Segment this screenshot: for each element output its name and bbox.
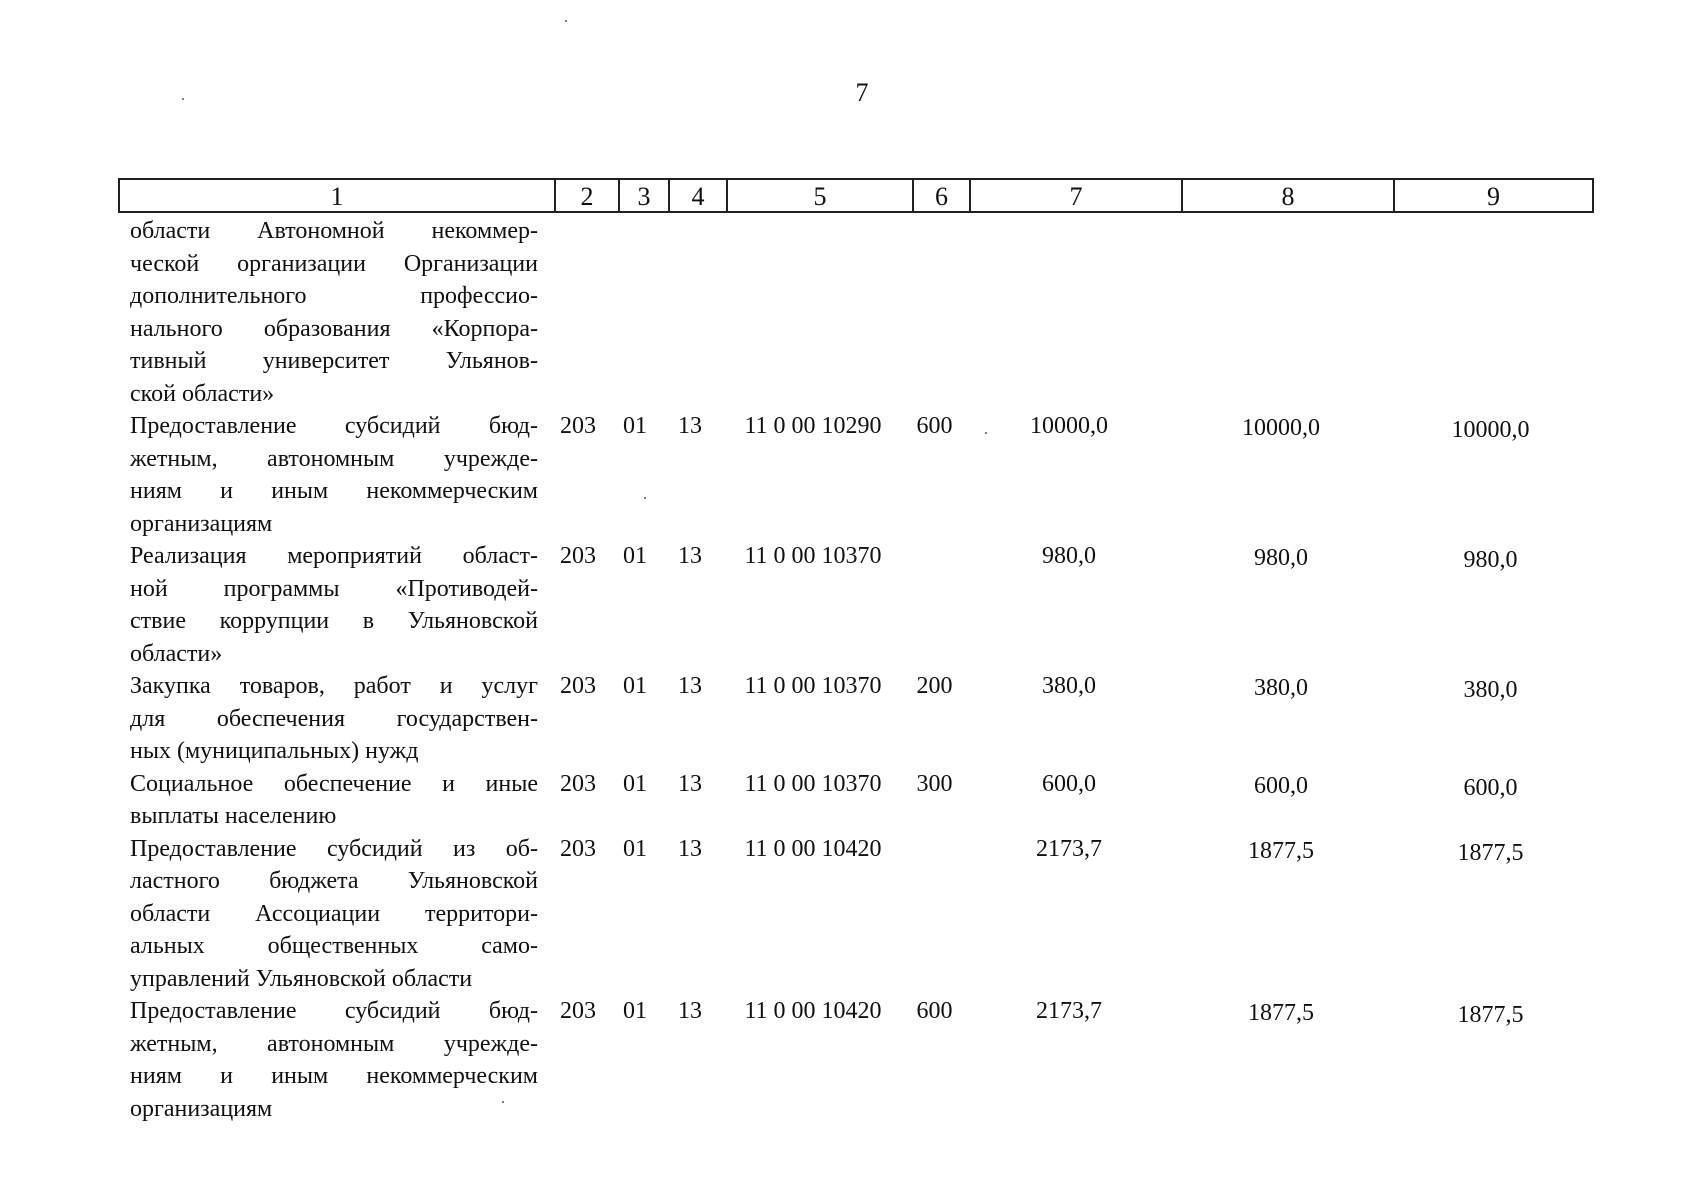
article-code: 13 <box>678 673 702 699</box>
description-line: тивный университет Ульянов- <box>130 348 538 374</box>
description-line: Социальное обеспечение и иные <box>130 770 538 797</box>
article-code: 13 <box>678 998 702 1024</box>
amount-year-3: 600,0 <box>1463 774 1518 801</box>
amount-year-3: 1877,5 <box>1457 839 1524 866</box>
row-description <box>118 995 546 1125</box>
header-cell: 4 <box>670 180 728 211</box>
table-row <box>118 768 1594 833</box>
row-description <box>118 540 546 670</box>
target-article-code: 11 0 00 10290 <box>744 413 882 439</box>
table-row <box>118 670 1594 768</box>
description-line: для обеспечения государствен- <box>130 705 538 732</box>
amount-year-3: 980,0 <box>1463 547 1518 573</box>
expense-type-code <box>906 215 963 410</box>
description-line: области» <box>130 640 223 667</box>
description-line: Предоставление субсидий бюд- <box>130 998 538 1024</box>
subsection-code: 01 <box>623 770 647 797</box>
budget-table-body <box>118 215 1594 1125</box>
description-line: выплаты населению <box>130 803 337 829</box>
table-header-row <box>118 178 1594 213</box>
row-description <box>118 670 546 768</box>
amount-year-3: 10000,0 <box>1451 417 1530 443</box>
description-line: дополнительного профессио- <box>130 283 538 309</box>
table-row <box>118 833 1594 996</box>
amount-year-2: 10000,0 <box>1242 415 1320 441</box>
description-line: нального образования «Корпора- <box>130 315 538 342</box>
row-description <box>118 768 546 833</box>
scan-speck <box>182 98 184 100</box>
header-cell: 6 <box>914 180 971 211</box>
description-line: ластного бюджета Ульяновской <box>130 868 538 894</box>
row-description <box>118 215 546 410</box>
article-code: 13 <box>678 413 702 439</box>
subsection-code: 01 <box>623 998 647 1024</box>
amount-year-2: 600,0 <box>1254 772 1308 799</box>
table-row <box>118 215 1594 410</box>
description-line: области Автономной некоммер- <box>130 218 538 244</box>
expense-type-code <box>906 833 963 996</box>
section-code <box>546 215 610 410</box>
row-description <box>118 833 546 996</box>
section-code: 203 <box>560 543 596 569</box>
article-code: 13 <box>678 835 702 862</box>
target-article-code: 11 0 00 10370 <box>744 770 882 797</box>
amount-year-1: 600,0 <box>1042 770 1096 797</box>
amount-year-1: 980,0 <box>1042 543 1096 569</box>
description-line: Предоставление субсидий бюд- <box>130 413 538 439</box>
subsection-code: 01 <box>623 543 647 569</box>
header-cell: 7 <box>971 180 1183 211</box>
amount-year-3: 380,0 <box>1463 677 1518 703</box>
target-article-code: 11 0 00 10420 <box>744 998 882 1024</box>
table-row <box>118 995 1594 1125</box>
amount-year-2 <box>1175 217 1387 412</box>
header-cell: 5 <box>728 180 914 211</box>
amount-year-1 <box>963 215 1175 410</box>
description-line: ниям и иным некоммерческим <box>130 478 538 504</box>
description-line: ствие коррупции в Ульяновской <box>130 608 538 634</box>
article-code: 13 <box>678 543 702 569</box>
amount-year-1: 10000,0 <box>1030 413 1108 439</box>
subsection-code: 01 <box>623 835 647 862</box>
subsection-code: 01 <box>623 413 647 439</box>
amount-year-3: 1877,5 <box>1457 1002 1524 1028</box>
description-line: ческой организации Организации <box>130 250 538 277</box>
header-cell: 8 <box>1183 180 1395 211</box>
amount-year-1: 2173,7 <box>1036 835 1102 862</box>
description-line: ской области» <box>130 380 275 407</box>
expense-type-code: 600 <box>916 413 953 439</box>
description-line: ных (муниципальных) нужд <box>130 738 419 764</box>
target-article-code: 11 0 00 10370 <box>744 673 882 699</box>
section-code: 203 <box>560 770 596 797</box>
expense-type-code <box>906 540 963 670</box>
article-code: 13 <box>678 770 702 797</box>
expense-type-code: 600 <box>916 998 953 1024</box>
section-code: 203 <box>560 413 596 439</box>
target-article-code <box>720 215 906 410</box>
amount-year-3 <box>1387 219 1594 414</box>
description-line: ной программы «Противодей- <box>130 575 538 602</box>
header-cell: 9 <box>1487 182 1500 211</box>
expense-type-code: 300 <box>916 770 953 797</box>
section-code: 203 <box>560 998 596 1024</box>
description-line: управлений Ульяновской области <box>130 965 473 992</box>
amount-year-2: 1877,5 <box>1248 1000 1314 1026</box>
description-line: организациям <box>130 510 273 537</box>
description-line: жетным, автономным учрежде- <box>130 445 538 472</box>
amount-year-2: 980,0 <box>1254 545 1308 571</box>
target-article-code: 11 0 00 10420 <box>744 835 882 862</box>
header-cell: 3 <box>620 180 670 211</box>
description-line: Предоставление субсидий из об- <box>130 835 538 862</box>
description-line: области Ассоциации территори- <box>130 900 538 927</box>
description-line: Закупка товаров, работ и услуг <box>130 673 538 699</box>
amount-year-1: 2173,7 <box>1036 998 1102 1024</box>
subsection-code <box>610 215 660 410</box>
scan-speck <box>565 20 567 22</box>
amount-year-1: 380,0 <box>1042 673 1096 699</box>
section-code: 203 <box>560 673 596 699</box>
amount-year-2: 380,0 <box>1254 675 1308 701</box>
table-row <box>118 410 1594 540</box>
header-cell: 2 <box>556 180 620 211</box>
description-line: организациям <box>130 1095 273 1122</box>
amount-year-2: 1877,5 <box>1248 837 1314 864</box>
description-line: ниям и иным некоммерческим <box>130 1063 538 1089</box>
header-cell: 1 <box>120 180 556 211</box>
table-row <box>118 540 1594 670</box>
row-description <box>118 410 546 540</box>
section-code: 203 <box>560 835 596 862</box>
article-code <box>660 215 720 410</box>
description-line: альных общественных само- <box>130 933 538 959</box>
description-line: Реализация мероприятий област- <box>130 543 538 569</box>
target-article-code: 11 0 00 10370 <box>744 543 882 569</box>
expense-type-code: 200 <box>916 673 953 699</box>
page-number: 7 <box>855 78 869 107</box>
subsection-code: 01 <box>623 673 647 699</box>
description-line: жетным, автономным учрежде- <box>130 1030 538 1057</box>
